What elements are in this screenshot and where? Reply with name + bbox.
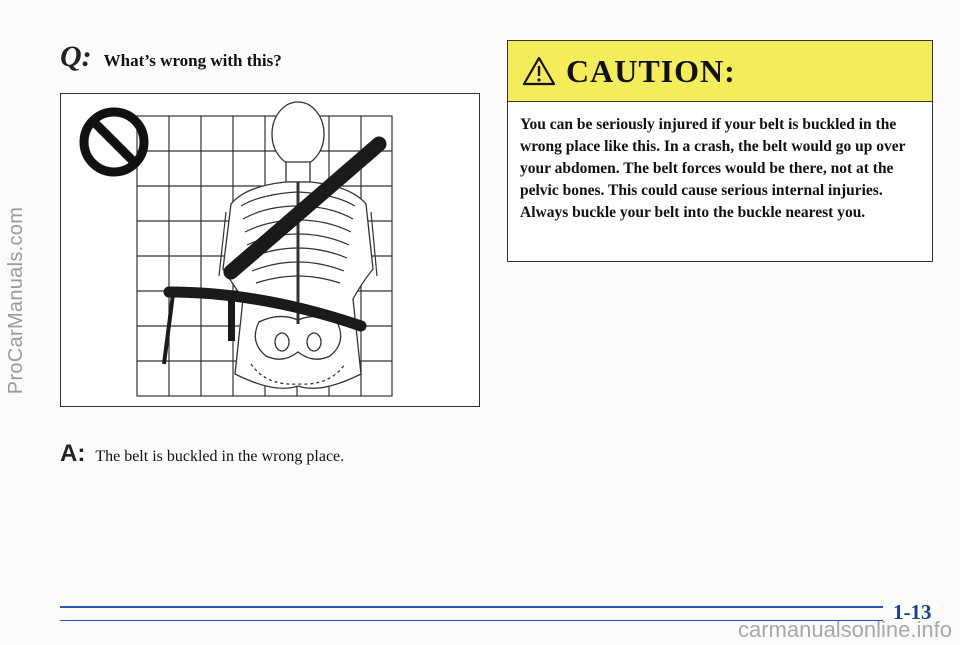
caution-header xyxy=(508,41,932,102)
answer xyxy=(60,440,344,468)
question xyxy=(60,40,282,74)
question-mark-label: Q: xyxy=(60,40,92,73)
question-text: What’s wrong with this? xyxy=(103,51,282,70)
answer-mark-label: A: xyxy=(60,440,86,467)
answer-text: The belt is buckled in the wrong place. xyxy=(95,448,345,465)
footer-rule-upper xyxy=(60,606,883,608)
warning-triangle-icon xyxy=(522,56,556,86)
side-watermark-text: ProCarManuals.com xyxy=(5,206,28,394)
no-symbol-icon xyxy=(84,112,144,172)
caution-text: You can be seriously injured if your belt is buckled in the wrong place like this. In a crash, the belt would go up over your abdomen. The belt forces would be there, not at the pelvic bones. This could cause serious internal injuries. Always buckle your belt into the buckle nearest you. xyxy=(520,116,906,221)
caution-box xyxy=(507,40,933,262)
side-watermark xyxy=(2,130,32,470)
buckle xyxy=(228,301,235,341)
bottom-watermark: carmanualsonline.info xyxy=(737,617,952,642)
page-number: 1-13 xyxy=(893,600,932,624)
seatbelt-illustration xyxy=(60,93,480,407)
skeleton-belt-drawing xyxy=(61,94,478,405)
caution-title: CAUTION: xyxy=(566,52,736,89)
